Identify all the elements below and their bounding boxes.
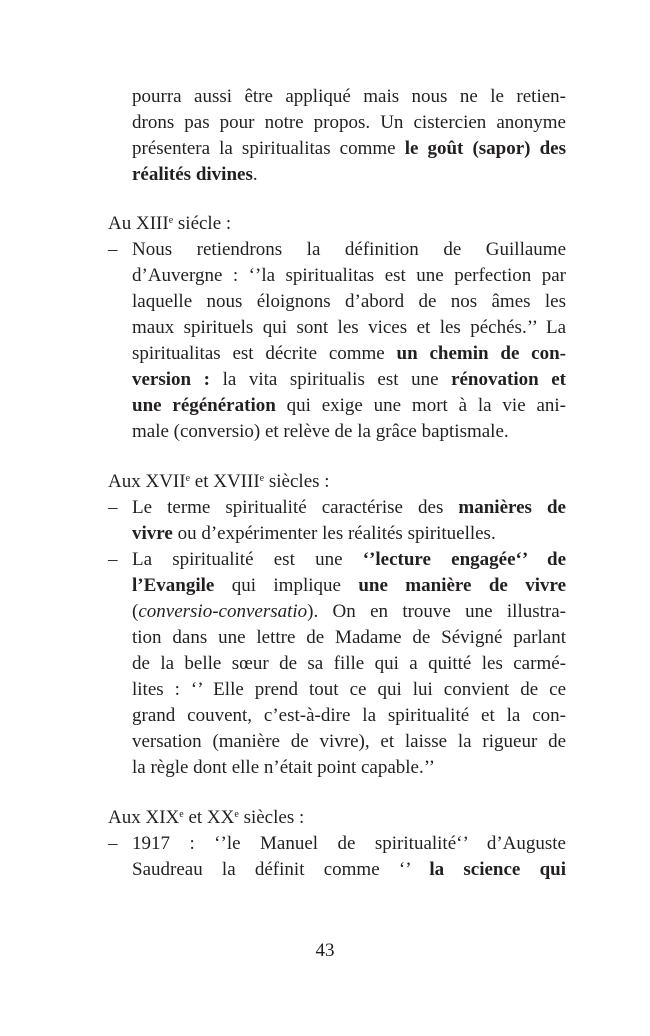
text-line: la règle dont elle n’était point capable.’’ [132, 757, 435, 778]
list-dash: – [108, 833, 118, 854]
section-heading-13th-century: Au XIIIe siécle : [108, 213, 232, 234]
text-line: maux spirituels qui sont les vices et les péchés.’’ La [132, 317, 566, 338]
text-line: Nous retiendrons la définition de Guillaume [132, 239, 566, 260]
text-line: l’Evangile qui implique une manière de vivre [132, 575, 567, 596]
text-line: lites : ‘’ Elle prend tout ce qui lui convient de ce [132, 679, 566, 700]
text-line: Saudreau la définit comme ‘’ la science qui [132, 859, 566, 880]
text-line: de la belle sœur de sa fille qui a quitté les carmé- [132, 653, 566, 674]
section-heading-17th-18th-centuries: Aux XVIIe et XVIIIe siècles : [108, 471, 330, 492]
list-dash: – [108, 497, 118, 518]
text-line: réalités divines. [132, 164, 258, 185]
text-line: Le terme spiritualité caractérise des manières de [132, 497, 566, 518]
section-heading-19th-20th-centuries: Aux XIXe et XXe siècles : [108, 807, 305, 828]
list-item [132, 495, 566, 547]
list-dash: – [108, 549, 118, 570]
list-item [132, 237, 566, 445]
text-line: tion dans une lettre de Madame de Sévigné parlant [132, 627, 566, 648]
text-line: drons pas pour notre propos. Un cistercien anonyme [132, 112, 566, 133]
text-line: spiritualitas est décrite comme un chemin de con- [132, 343, 566, 364]
text-line: présentera la spiritualitas comme le goût (sapor) des [132, 138, 566, 159]
text-line: pourra aussi être appliqué mais nous ne le retien- [132, 86, 566, 107]
text-line: male (conversio) et relève de la grâce baptismale. [132, 421, 509, 442]
list-item [132, 547, 566, 781]
text-line: d’Auvergne : ‘’la spiritualitas est une perfection par [132, 265, 566, 286]
intro-paragraph [132, 84, 566, 188]
text-line: vivre ou d’expérimenter les réalités spirituelles. [132, 523, 496, 544]
list-item [132, 831, 566, 883]
text-line: une régénération qui exige une mort à la vie ani- [132, 395, 566, 416]
text-line: version : la vita spiritualis est une rénovation et [132, 369, 566, 390]
text-line: grand couvent, c’est-à-dire la spiritualité et la con- [132, 705, 566, 726]
text-line: La spiritualité est une ‘’lecture engagée‘’ de [132, 549, 567, 570]
list-dash: – [108, 239, 118, 260]
text-line: 1917 : ‘’le Manuel de spiritualité‘’ d’Auguste [132, 833, 566, 854]
text-line: versation (manière de vivre), et laisse la rigueur de [132, 731, 566, 752]
page-number: 43 [315, 940, 335, 961]
text-line: laquelle nous éloignons d’abord de nos âmes les [132, 291, 566, 312]
text-line: (conversio-conversatio). On en trouve une illustra- [132, 601, 566, 622]
